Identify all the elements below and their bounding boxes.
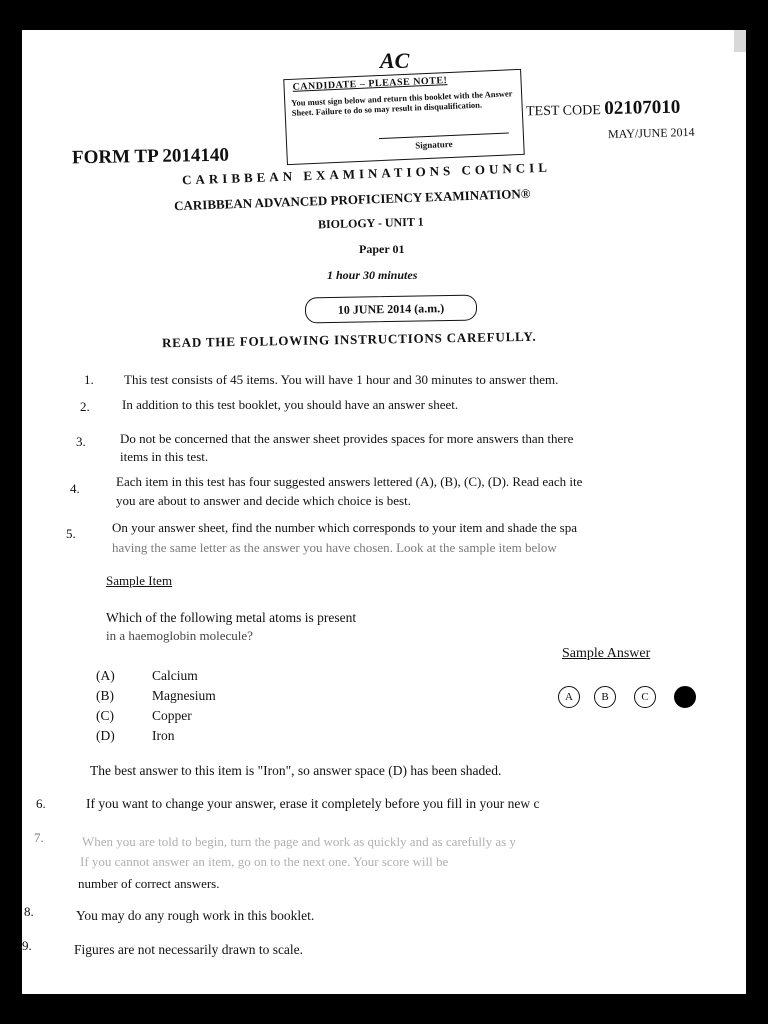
instructions-heading: READ THE FOLLOWING INSTRUCTIONS CAREFULLY.: [161, 328, 537, 351]
instruction-text: If you want to change your answer, erase it completely before you fill in your new c: [86, 796, 540, 811]
signature-label: Signature: [415, 138, 453, 151]
notice-body: You must sign below and return this booklet with the Answer Sheet. Failure to do so may result in disqualification.: [291, 88, 513, 118]
exam-duration: 1 hour 30 minutes: [327, 268, 418, 282]
instruction-text: In addition to this test booklet, you should have an answer sheet.: [122, 397, 459, 412]
instruction-number: 5.: [66, 526, 76, 541]
answer-bubble-a[interactable]: A: [558, 686, 580, 708]
best-answer-note: The best answer to this item is "Iron", so answer space (D) has been shaded.: [90, 763, 502, 778]
instruction-text: items in this test.: [120, 449, 209, 464]
sample-question-cont: in a haemoglobin molecule?: [106, 628, 253, 643]
council-logo: AC: [380, 48, 410, 73]
candidate-notice-box: [283, 69, 525, 165]
instruction-number: 8.: [24, 904, 34, 919]
instruction-text: You may do any rough work in this booklet.: [76, 908, 315, 923]
signature-line[interactable]: [379, 132, 509, 139]
sample-item-label: Sample Item: [106, 573, 173, 588]
test-code-label: TEST CODE: [525, 103, 601, 120]
instruction-text: Do not be concerned that the answer sheet provides spaces for more answers than there: [120, 431, 574, 446]
instruction-number: 9.: [22, 938, 32, 953]
exam-page: [22, 30, 746, 994]
option-text: Calcium: [152, 668, 198, 683]
instruction-text: having the same letter as the answer you have chosen. Look at the sample item below: [112, 540, 557, 555]
exam-date-badge: 10 JUNE 2014 (a.m.): [305, 295, 477, 324]
instruction-text: number of correct answers.: [78, 876, 220, 891]
notice-title: CANDIDATE – PLEASE NOTE!: [292, 75, 448, 93]
paper-number: Paper 01: [359, 242, 405, 256]
council-name: CARIBBEAN EXAMINATIONS COUNCIL: [181, 159, 552, 188]
exam-name: CARIBBEAN ADVANCED PROFICIENCY EXAMINATION®: [173, 185, 531, 214]
option-text: Iron: [152, 728, 175, 743]
subject-title: BIOLOGY - UNIT 1: [317, 214, 424, 232]
instruction-text: When you are told to begin, turn the page and work as quickly and as carefully as y: [82, 834, 516, 849]
instruction-number: 4.: [70, 481, 80, 496]
instruction-number: 2.: [80, 399, 90, 414]
sample-question: Which of the following metal atoms is present: [106, 610, 357, 625]
instruction-text: you are about to answer and decide which choice is best.: [116, 493, 411, 508]
instruction-text: This test consists of 45 items. You will have 1 hour and 30 minutes to answer them.: [124, 372, 559, 387]
instruction-text: On your answer sheet, find the number which corresponds to your item and shade the spa: [112, 520, 577, 535]
instruction-text: Figures are not necessarily drawn to scale.: [74, 942, 304, 957]
instruction-number: 3.: [76, 434, 86, 449]
answer-bubble-b[interactable]: B: [594, 686, 616, 708]
instruction-text: If you cannot answer an item, go on to the next one. Your score will be: [80, 854, 449, 869]
test-code-value: 02107010: [604, 96, 681, 119]
option-letter: (C): [96, 708, 114, 723]
bookmark-icon: [734, 30, 746, 52]
instruction-number: 6.: [36, 796, 46, 811]
option-text: Copper: [152, 708, 192, 723]
test-code: [526, 97, 681, 122]
instruction-number: 1.: [84, 372, 94, 387]
form-code: FORM TP 2014140: [71, 144, 230, 169]
option-text: Magnesium: [152, 688, 216, 703]
answer-bubble-c[interactable]: C: [634, 686, 656, 708]
answer-bubble-d-shaded[interactable]: D: [674, 686, 696, 708]
option-letter: (A): [96, 668, 115, 683]
sample-answer-label: Sample Answer: [562, 646, 651, 661]
instruction-text: Each item in this test has four suggested answers lettered (A), (B), (C), (D). Read each ite: [116, 474, 583, 489]
option-letter: (B): [96, 688, 114, 703]
option-letter: (D): [96, 728, 115, 743]
exam-session: MAY/JUNE 2014: [607, 124, 695, 142]
instruction-number: 7.: [34, 830, 44, 845]
